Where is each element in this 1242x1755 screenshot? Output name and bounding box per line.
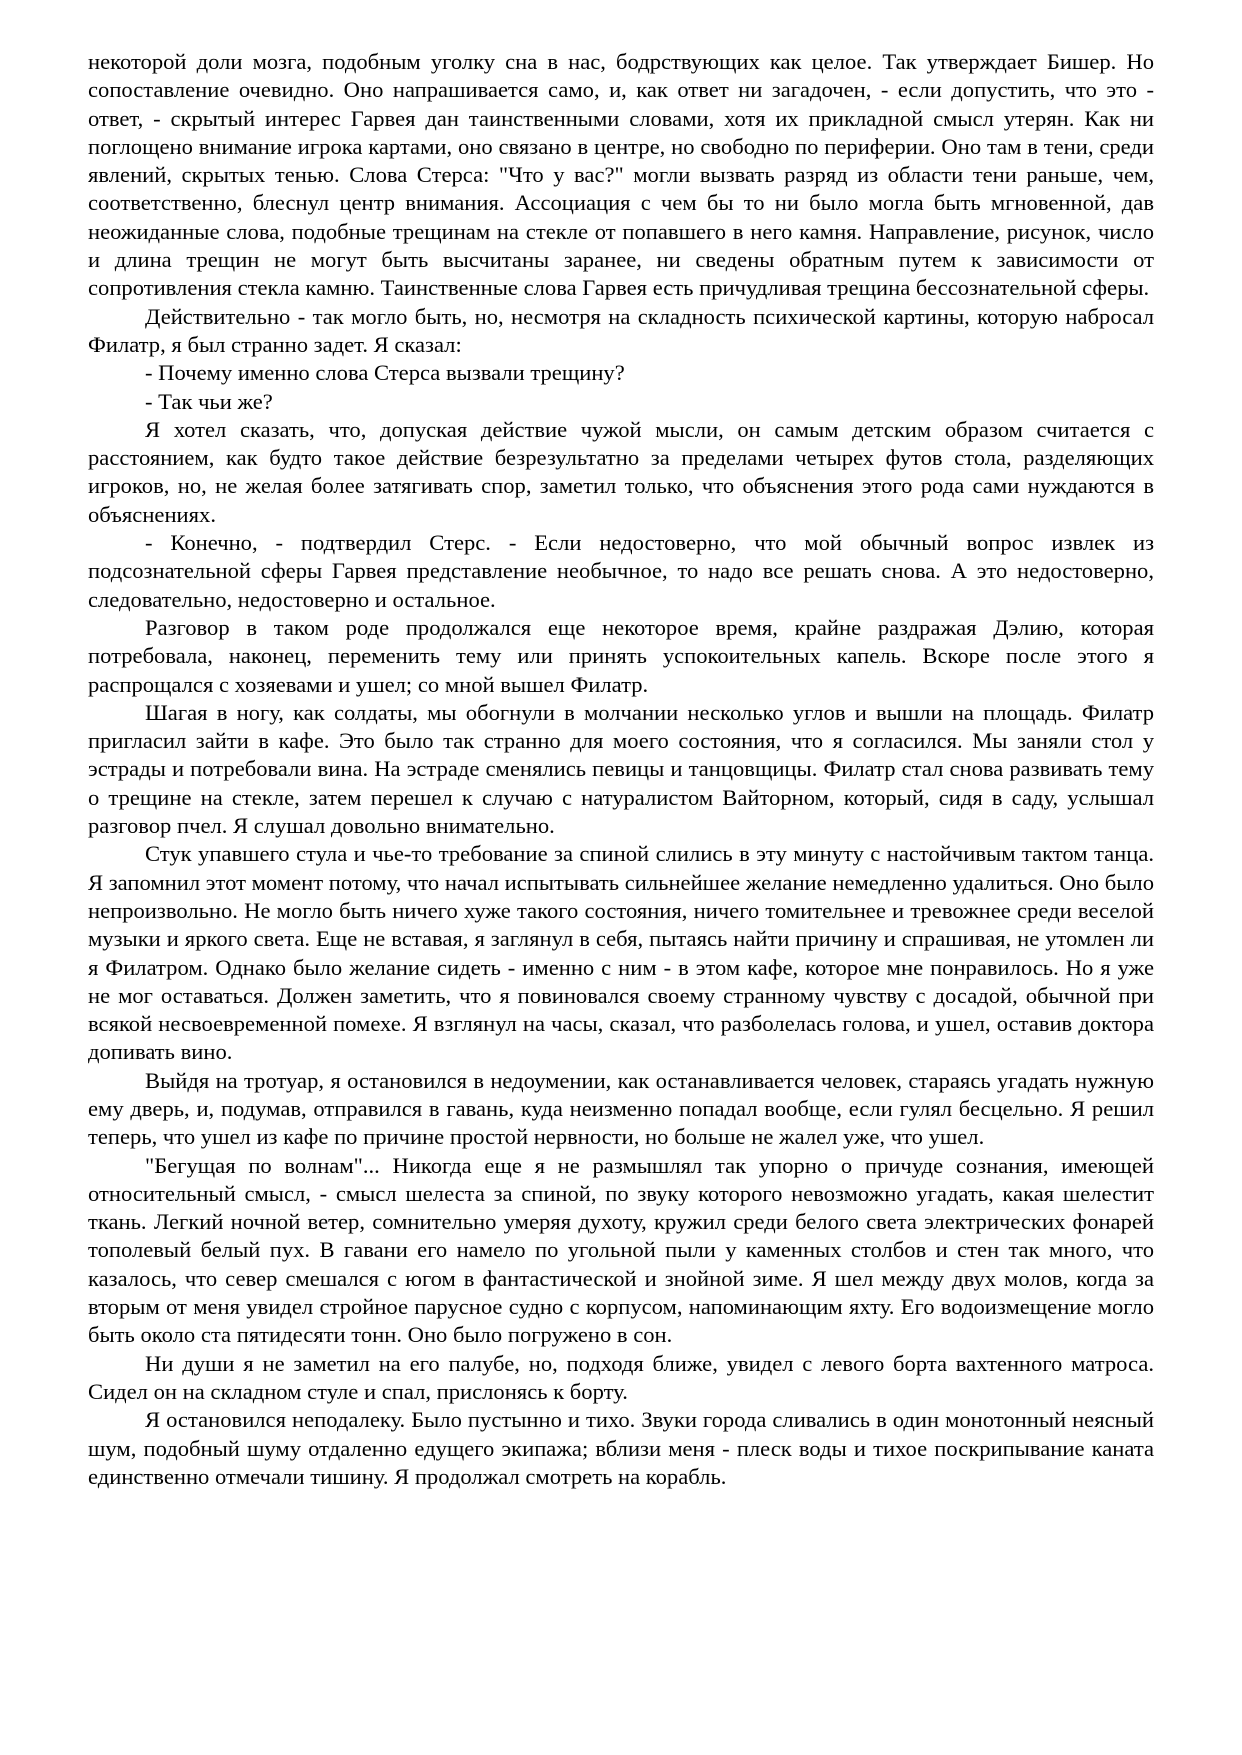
paragraph: Ни души я не заметил на его палубе, но, подходя ближе, увидел с левого борта вахтенного матроса. Сидел он на складном стуле и спал, прислонясь к борту. [88, 1350, 1154, 1404]
paragraph: Выйдя на тротуар, я остановился в недоумении, как останавливается человек, стараясь угадать нужную ему дверь, и, подумав, отправился в гавань, куда неизменно попадал вообще, если гулял бесцельно. Я решил теперь, что ушел из кафе по причине простой нервности, но больше не жалел уже, что ушел. [88, 1067, 1154, 1150]
document-page [88, 48, 1154, 1491]
dialogue-line: - Конечно, - подтвердил Стерс. - Если недостоверно, что мой обычный вопрос извлек из подсознательной сферы Гарвея представление необычное, то надо все решать снова. А это недостоверно, следовательно, недостоверно и остальное. [88, 530, 1154, 612]
paragraph: Шагая в ногу, как солдаты, мы обогнули в молчании несколько углов и вышли на площадь. Филатр пригласил зайти в кафе. Это было так странно для моего состояния, что я согласился. Мы заняли стол у эстрады и потребовали вина. На эстраде сменялись певицы и танцовщицы. Филатр стал снова развивать тему о трещине на стекле, затем перешел к случаю с натуралистом Вайторном, который, сидя в саду, услышал разговор пчел. Я слушал довольно внимательно. [88, 699, 1154, 839]
paragraph: Я хотел сказать, что, допуская действие чужой мысли, он самым детским образом считается с расстоянием, как будто такое действие безрезультатно за пределами четырех футов стола, разделяющих игроков, но, не желая более затягивать спор, заметил только, что объяснения этого рода сами нуждаются в объяснениях. [88, 416, 1154, 527]
paragraph: Я остановился неподалеку. Было пустынно и тихо. Звуки города сливались в один монотонный неясный шум, подобный шуму отдаленно едущего экипажа; вблизи меня - плеск воды и тихое поскрипывание каната единственно отмечали тишину. Я продолжал смотреть на корабль. [88, 1407, 1154, 1489]
dialogue-line: - Почему именно слова Стерса вызвали трещину? [145, 360, 625, 386]
paragraph: Стук упавшего стула и чье-то требование за спиной слились в эту минуту с настойчивым тактом танца. Я запомнил этот момент потому, что начал испытывать сильнейшее желание немедленно удалиться. Оно было непроизвольно. Не могло быть ничего хуже такого состояния, ничего томительнее и тревожнее среди веселой музыки и яркого света. Еще не вставая, я заглянул в себя, пытаясь найти причину и спрашивая, не утомлен ли я Филатром. Однако было желание сидеть - именно с ним - в этом кафе, которое мне понравилось. Но я уже не мог оставаться. Должен заметить, что я повиновался своему странному чувству с досадой, обычной при всякой несвоевременной помехе. Я взглянул на часы, сказал, что разболелась голова, и ушел, оставив доктора допивать вино. [88, 841, 1154, 1065]
dialogue-line: - Так чьи же? [145, 388, 273, 414]
paragraph: Разговор в таком роде продолжался еще некоторое время, крайне раздражая Дэлию, которая потребовала, наконец, переменить тему или принять успокоительных капель. Вскоре после этого я распрощался с хозяевами и ушел; со мной вышел Филатр. [88, 614, 1154, 697]
paragraph: некоторой доли мозга, подобным уголку сна в нас, бодрствующих как целое. Так утверждает Бишер. Но сопоставление очевидно. Оно напрашивается само, и, как ответ ни загадочен, - если допустить, что это - ответ, - скрытый интерес Гарвея дан таинственными словами, хотя их прикладной смысл утерян. Как ни поглощено внимание игрока картами, оно связано в центре, но свободно по периферии. Оно там в тени, среди явлений, скрытых тенью. Слова Стерса: "Что у вас?" могли вызвать разряд из области тени раньше, чем, соответственно, блеснул центр внимания. Ассоциация с чем бы то ни было могла быть мгновенной, дав неожиданные слова, подобные трещинам на стекле от попавшего в него камня. Направление, рисунок, число и длина трещин не могут быть высчитаны заранее, ни сведены обратным путем к зависимости от сопротивления стекла камню. Таинственные слова Гарвея есть причудливая трещина бессознательной сферы. [88, 49, 1154, 301]
paragraph: "Бегущая по волнам"... Никогда еще я не размышлял так упорно о причуде сознания, имеющей относительный смысл, - смысл шелеста за спиной, по звуку которого невозможно угадать, какая шелестит ткань. Легкий ночной ветер, сомнительно умеряя духоту, кружил среди белого света электрических фонарей тополевый белый пух. В гавани его намело по угольной пыли у каменных столбов и стен так много, что казалось, что север смешался с югом в фантастической и знойной зиме. Я шел между двух молов, когда за вторым от меня увидел стройное парусное судно с корпусом, напоминающим яхту. Его водоизмещение могло быть около ста пятидесяти тонн. Оно было погружено в сон. [88, 1152, 1154, 1348]
paragraph: Действительно - так могло быть, но, несмотря на складность психической картины, которую набросал Филатр, я был странно задет. Я сказал: [88, 303, 1154, 357]
